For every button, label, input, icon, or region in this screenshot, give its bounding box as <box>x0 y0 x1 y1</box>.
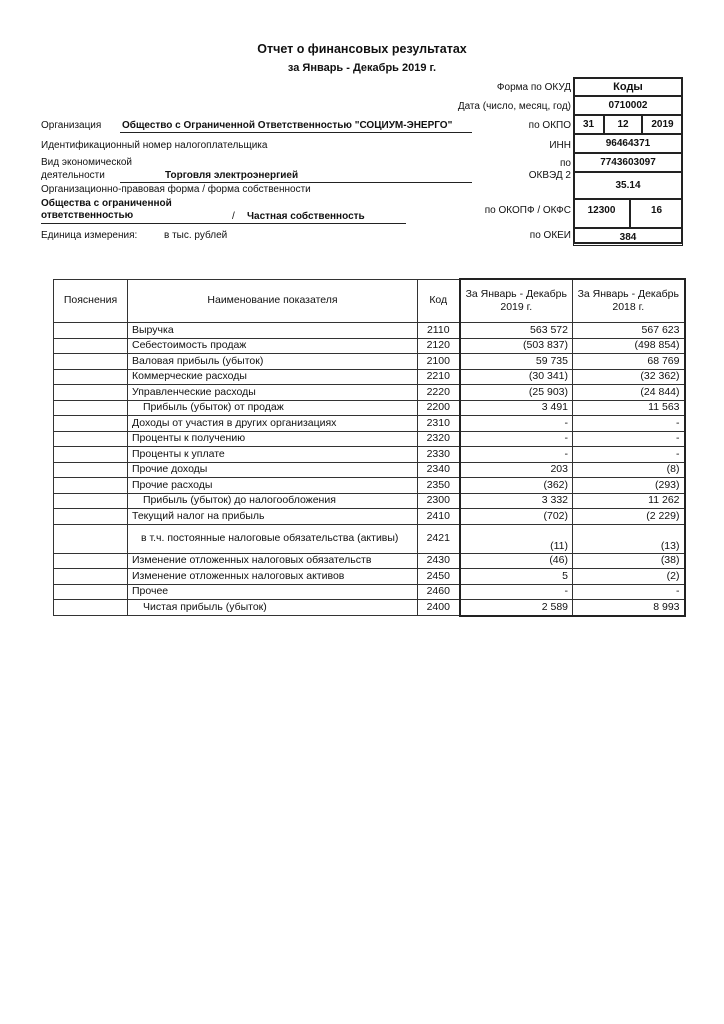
notes-cell <box>54 447 128 463</box>
row-code: 2340 <box>418 462 460 478</box>
row-name: Коммерческие расходы <box>128 369 418 385</box>
table-row <box>54 338 685 354</box>
row-previous: (24 844) <box>573 385 685 401</box>
row-previous: - <box>573 584 685 600</box>
activity-underline <box>120 182 472 183</box>
row-previous: 567 623 <box>573 323 685 339</box>
activity-label-line2: деятельности <box>41 170 105 181</box>
row-name: Доходы от участия в других организациях <box>128 416 418 432</box>
header-current-line2: 2019 г. <box>500 301 533 313</box>
table-row <box>54 431 685 447</box>
row-previous: (293) <box>573 478 685 494</box>
row-name: Прибыль (убыток) от продаж <box>128 400 418 416</box>
inn-code-label: ИНН <box>549 140 571 151</box>
row-current: (503 837) <box>460 338 573 354</box>
table-row <box>54 369 685 385</box>
row-current: - <box>460 447 573 463</box>
notes-cell <box>54 524 128 553</box>
row-name: Изменение отложенных налоговых активов <box>128 569 418 585</box>
row-name: Текущий налог на прибыль <box>128 509 418 525</box>
codes-heading: Коды <box>573 77 683 96</box>
row-name: Прочие расходы <box>128 478 418 494</box>
row-current: (362) <box>460 478 573 494</box>
notes-cell <box>54 385 128 401</box>
row-previous: (13) <box>573 524 685 553</box>
notes-cell <box>54 416 128 432</box>
row-name: Чистая прибыль (убыток) <box>128 600 418 616</box>
okei-value: 384 <box>573 228 683 246</box>
notes-cell <box>54 478 128 494</box>
date-label: Дата (число, месяц, год) <box>457 101 571 112</box>
row-current: (702) <box>460 509 573 525</box>
row-name: Проценты к получению <box>128 431 418 447</box>
row-code: 2350 <box>418 478 460 494</box>
inn-value: 7743603097 <box>573 153 683 172</box>
row-previous: - <box>573 447 685 463</box>
notes-cell <box>54 400 128 416</box>
row-code: 2460 <box>418 584 460 600</box>
header-previous-period <box>573 279 685 323</box>
financial-results-table <box>53 278 686 617</box>
row-name: Проценты к уплате <box>128 447 418 463</box>
okpo-label: по ОКПО <box>528 120 571 131</box>
notes-cell <box>54 431 128 447</box>
org-name-underline <box>120 132 472 133</box>
row-current: 203 <box>460 462 573 478</box>
org-name: Общество с Ограниченной Ответственностью "СОЦИУМ-ЭНЕРГО" <box>122 120 453 131</box>
row-name: Прочее <box>128 584 418 600</box>
okud-value: 0710002 <box>573 96 683 115</box>
row-code: 2120 <box>418 338 460 354</box>
row-previous: 11 563 <box>573 400 685 416</box>
row-current: - <box>460 584 573 600</box>
row-code: 2220 <box>418 385 460 401</box>
ownership-value: Частная собственность <box>247 211 365 222</box>
row-current: 3 491 <box>460 400 573 416</box>
okved-value: 35.14 <box>573 172 683 199</box>
header-current-period <box>460 279 573 323</box>
table-row <box>54 385 685 401</box>
legal-form-line2: ответственностью <box>41 210 134 221</box>
inn-label: Идентификационный номер налогоплательщика <box>41 140 268 151</box>
row-code: 2200 <box>418 400 460 416</box>
table-row <box>54 584 685 600</box>
notes-cell <box>54 323 128 339</box>
row-name: Изменение отложенных налоговых обязательств <box>128 553 418 569</box>
header-notes: Пояснения <box>54 279 128 323</box>
table-row <box>54 462 685 478</box>
table-row <box>54 569 685 585</box>
date-month: 12 <box>604 115 642 134</box>
row-previous: (8) <box>573 462 685 478</box>
okved-label-line2: ОКВЭД 2 <box>528 170 571 181</box>
row-previous: (38) <box>573 553 685 569</box>
table-row <box>54 447 685 463</box>
row-current: (25 903) <box>460 385 573 401</box>
row-current: 5 <box>460 569 573 585</box>
row-previous: (2 229) <box>573 509 685 525</box>
notes-cell <box>54 600 128 616</box>
header-previous-line2: 2018 г. <box>612 301 645 313</box>
table-row <box>54 416 685 432</box>
row-current: - <box>460 431 573 447</box>
notes-cell <box>54 509 128 525</box>
row-previous: - <box>573 416 685 432</box>
table-row <box>54 524 685 553</box>
row-code: 2421 <box>418 524 460 553</box>
row-code: 2300 <box>418 493 460 509</box>
row-code: 2400 <box>418 600 460 616</box>
org-label: Организация <box>41 120 102 131</box>
row-name: Прочие доходы <box>128 462 418 478</box>
header-code: Код <box>418 279 460 323</box>
row-name: Валовая прибыль (убыток) <box>128 354 418 370</box>
row-current: (11) <box>460 524 573 553</box>
table-row <box>54 600 685 616</box>
row-current: 59 735 <box>460 354 573 370</box>
row-current: (46) <box>460 553 573 569</box>
notes-cell <box>54 553 128 569</box>
table-row <box>54 400 685 416</box>
table-row <box>54 478 685 494</box>
legal-form-underline <box>41 223 406 224</box>
row-code: 2430 <box>418 553 460 569</box>
row-previous: (498 854) <box>573 338 685 354</box>
row-code: 2410 <box>418 509 460 525</box>
okpo-value: 96464371 <box>573 134 683 153</box>
header-current-line1: За Январь - Декабрь <box>465 288 567 300</box>
date-day: 31 <box>573 115 604 134</box>
unit-label: Единица измерения: <box>41 230 138 241</box>
okved-label-line1: по <box>560 158 571 169</box>
table-row <box>54 323 685 339</box>
row-current: 3 332 <box>460 493 573 509</box>
notes-cell <box>54 584 128 600</box>
notes-cell <box>54 569 128 585</box>
notes-cell <box>54 493 128 509</box>
row-previous: 8 993 <box>573 600 685 616</box>
row-name: в т.ч. постоянные налоговые обязательства (активы) <box>128 524 418 553</box>
legal-form-slash: / <box>232 211 235 222</box>
row-code: 2110 <box>418 323 460 339</box>
table-row <box>54 553 685 569</box>
okfs-value: 16 <box>630 199 683 228</box>
legal-form-label: Организационно-правовая форма / форма собственности <box>41 184 311 195</box>
unit-value: в тыс. рублей <box>164 230 228 241</box>
legal-form-line1: Общества с ограниченной <box>41 198 172 209</box>
date-year: 2019 <box>642 115 683 134</box>
row-code: 2100 <box>418 354 460 370</box>
row-name: Управленческие расходы <box>128 385 418 401</box>
row-name: Прибыль (убыток) до налогообложения <box>128 493 418 509</box>
table-row <box>54 509 685 525</box>
activity-label-line1: Вид экономической <box>41 157 132 168</box>
row-code: 2310 <box>418 416 460 432</box>
table-header-row <box>54 279 685 323</box>
notes-cell <box>54 354 128 370</box>
row-previous: 11 262 <box>573 493 685 509</box>
notes-cell <box>54 338 128 354</box>
row-name: Себестоимость продаж <box>128 338 418 354</box>
report-period: за Январь - Декабрь 2019 г. <box>287 62 437 74</box>
row-current: 563 572 <box>460 323 573 339</box>
header-previous-line1: За Январь - Декабрь <box>577 288 679 300</box>
okud-label: Форма по ОКУД <box>496 82 571 93</box>
row-previous: 68 769 <box>573 354 685 370</box>
row-code: 2330 <box>418 447 460 463</box>
table-row <box>54 493 685 509</box>
notes-cell <box>54 369 128 385</box>
row-current: - <box>460 416 573 432</box>
notes-cell <box>54 462 128 478</box>
header-name: Наименование показателя <box>128 279 418 323</box>
row-previous: (32 362) <box>573 369 685 385</box>
row-code: 2210 <box>418 369 460 385</box>
report-title: Отчет о финансовых результатах <box>257 42 467 56</box>
row-name: Выручка <box>128 323 418 339</box>
table-row <box>54 354 685 370</box>
row-current: (30 341) <box>460 369 573 385</box>
row-current: 2 589 <box>460 600 573 616</box>
okopf-value: 12300 <box>573 199 630 228</box>
row-code: 2450 <box>418 569 460 585</box>
row-previous: - <box>573 431 685 447</box>
row-code: 2320 <box>418 431 460 447</box>
okopf-label: по ОКОПФ / ОКФС <box>484 205 571 216</box>
okei-label: по ОКЕИ <box>529 230 571 241</box>
codes-box <box>573 77 683 244</box>
row-previous: (2) <box>573 569 685 585</box>
activity-value: Торговля электроэнергией <box>165 170 299 181</box>
